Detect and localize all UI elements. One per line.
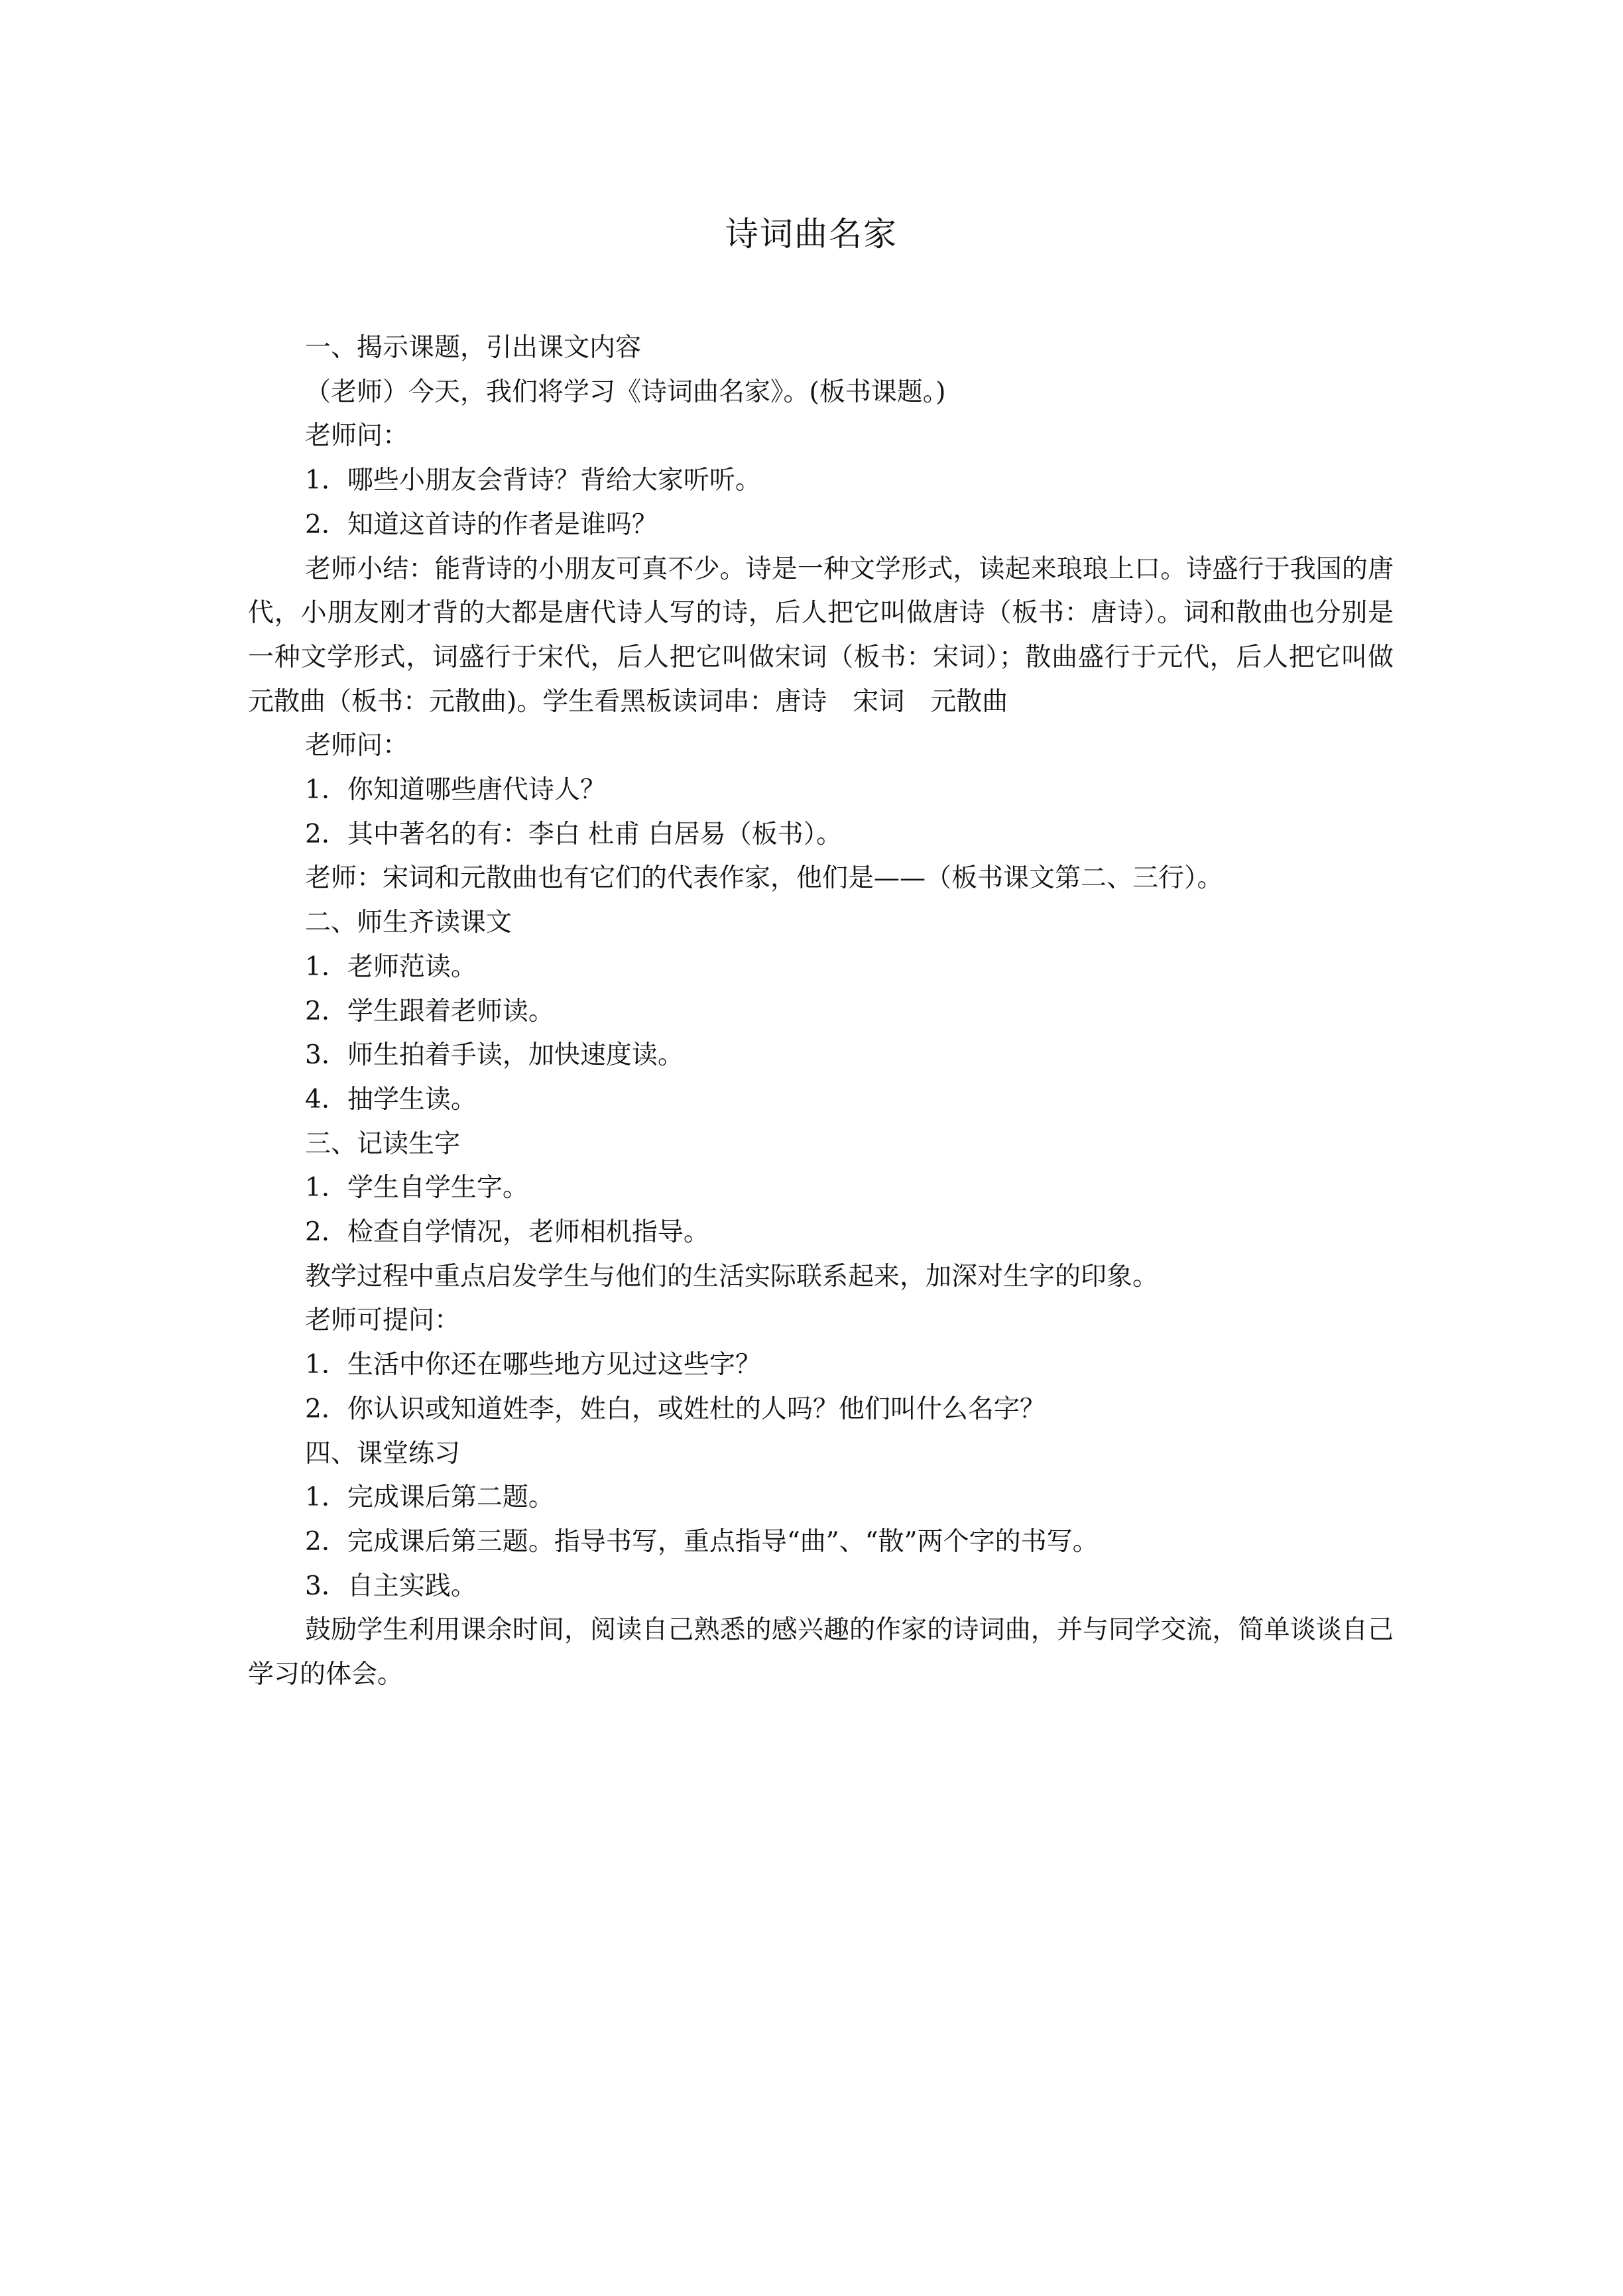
section-heading: 二、师生齐读课文 <box>305 908 512 938</box>
paragraph: 老师可提问： <box>305 1305 461 1336</box>
paragraph: （老师）今天，我们将学习《诗词曲名家》。(板书课题。) <box>305 377 946 407</box>
list-item: 2．检查自学情况，老师相机指导。 <box>305 1217 709 1248</box>
list-item: 2．其中著名的有：李白 杜甫 白居易（板书）。 <box>305 819 843 849</box>
list-item: 1．你知道哪些唐代诗人？ <box>305 775 606 806</box>
paragraph: 鼓励学生利用课余时间，阅读自己熟悉的感兴趣的作家的诗词曲，并与同学交流，简单谈谈自己学习的体会。 <box>248 1615 1394 1690</box>
list-item: 3．师生拍着手读，加快速度读。 <box>305 1040 684 1071</box>
paragraph: 老师小结：能背诗的小朋友可真不少。诗是一种文学形式，读起来琅琅上口。诗盛行于我国的唐代，小朋友刚才背的大都是唐代诗人写的诗，后人把它叫做唐诗（板书：唐诗）。词和散曲也分别是一种文学形式，词盛行于宋代，后人把它叫做宋词（板书：宋词）；散曲盛行于元代，后人把它叫做元散曲（板书：元散曲)。学生看黑板读词串：唐诗 宋词 元散曲 <box>248 554 1394 717</box>
list-item: 2．完成课后第三题。指导书写，重点指导“曲”、“散”两个字的书写。 <box>305 1526 1099 1557</box>
paragraph: 老师问： <box>305 731 409 761</box>
paragraph: 教学过程中重点启发学生与他们的生活实际联系起来，加深对生字的印象。 <box>305 1261 1159 1292</box>
list-item: 1．学生自学生字。 <box>305 1173 528 1203</box>
list-item: 1．哪些小朋友会背诗？背给大家听听。 <box>305 465 761 496</box>
section-heading: 三、记读生字 <box>305 1128 461 1159</box>
paragraph: 老师问： <box>305 421 409 452</box>
paragraph: 老师：宋词和元散曲也有它们的代表作家，他们是——（板书课文第二、三行）。 <box>305 863 1223 894</box>
list-item: 4．抽学生读。 <box>305 1084 477 1115</box>
list-item: 2．知道这首诗的作者是谁吗？ <box>305 509 658 540</box>
document-body <box>248 326 1394 1697</box>
document-title: 诗词曲名家 <box>725 215 898 253</box>
list-item: 3．自主实践。 <box>305 1571 477 1601</box>
section-heading: 一、揭示课题，引出课文内容 <box>305 333 642 363</box>
list-item: 2．学生跟着老师读。 <box>305 996 554 1026</box>
section-heading: 四、课堂练习 <box>305 1438 461 1469</box>
list-item: 1．完成课后第二题。 <box>305 1482 554 1513</box>
list-item: 1．老师范读。 <box>305 951 477 982</box>
list-item: 2．你认识或知道姓李，姓白，或姓杜的人吗？他们叫什么名字？ <box>305 1394 1046 1424</box>
list-item: 1．生活中你还在哪些地方见过这些字？ <box>305 1350 761 1380</box>
